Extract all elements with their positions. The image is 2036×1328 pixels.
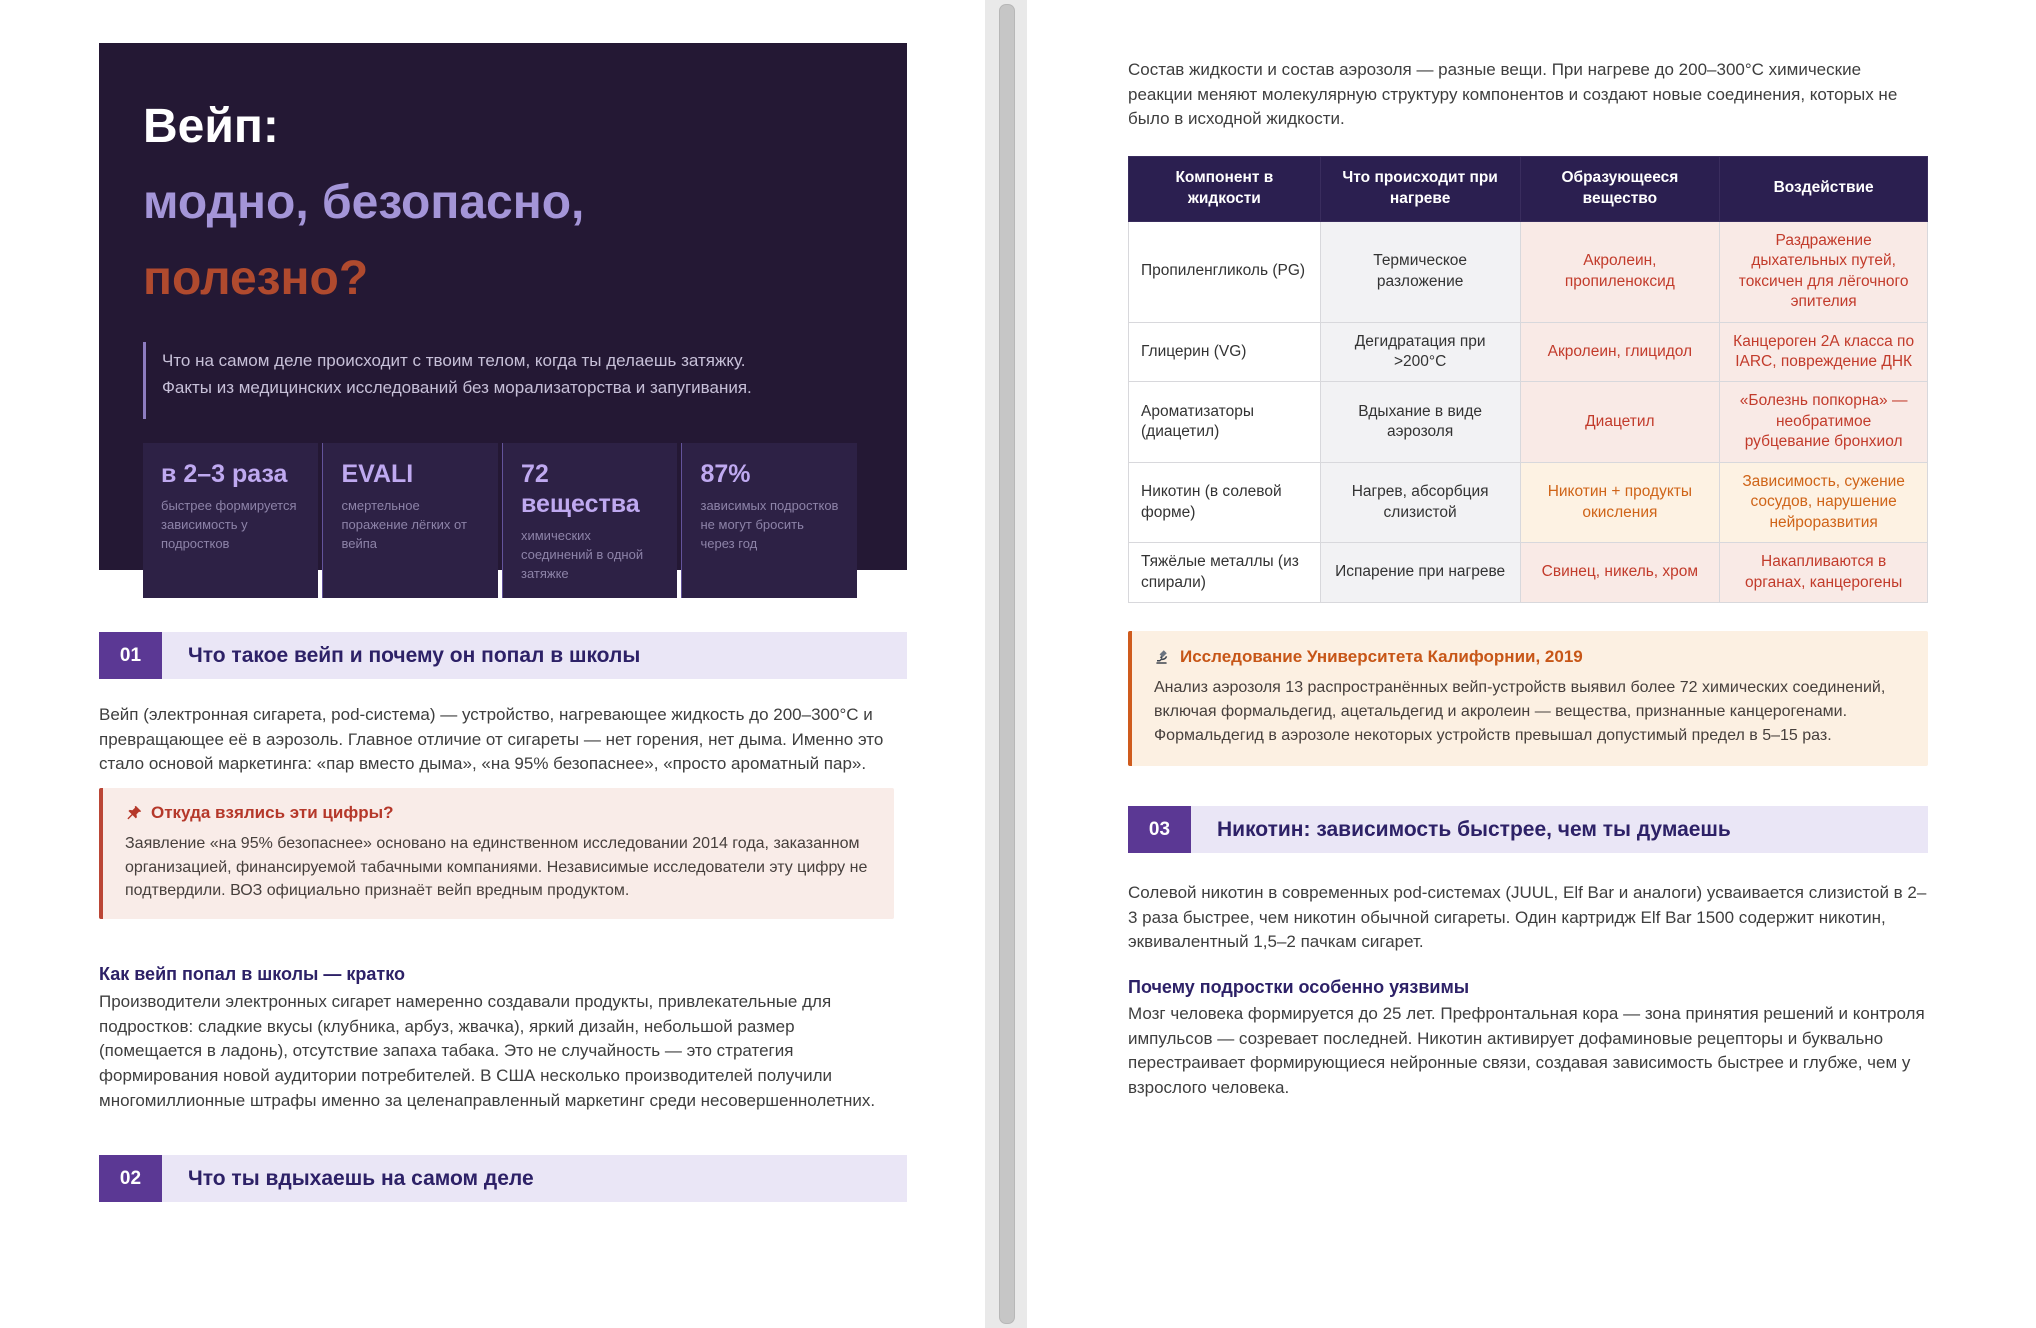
stat-box <box>502 443 678 598</box>
section-heading-03 <box>1128 806 1928 853</box>
table-cell: Термическое разложение <box>1320 221 1520 322</box>
stat-label: зависимых подростков не могут бросить через год <box>700 498 839 551</box>
chemistry-table <box>1128 156 1928 603</box>
table-cell: Вдыхание в виде аэрозоля <box>1320 382 1520 462</box>
hero-title-line-2: модно, безопасно, <box>143 175 585 229</box>
hero-title <box>143 89 857 316</box>
table-cell: Тяжёлые металлы (из спирали) <box>1129 543 1321 603</box>
section-heading-01 <box>99 632 907 679</box>
table-row <box>1129 221 1928 322</box>
table-header-cell: Компонент в жидкости <box>1129 156 1321 221</box>
table-cell: Свинец, никель, хром <box>1520 543 1720 603</box>
page-right <box>1027 0 2036 1328</box>
table-header-cell: Образующееся вещество <box>1520 156 1720 221</box>
stat-label: быстрее формируется зависимость у подростков <box>161 498 297 551</box>
section-heading-02 <box>99 1155 907 1202</box>
hero-stats-row <box>143 443 857 598</box>
section-number-badge: 01 <box>99 632 162 679</box>
subheading: Как вейп попал в школы — кратко <box>99 963 405 984</box>
paragraph: Солевой никотин в современных pod-системах (JUUL, Elf Bar и аналоги) усваивается слизистой в 2–3 раза быстрее, чем никотин обычной сигареты. Один картридж Elf Bar 1500 содержит никотин, эквивалентный 1,5–2 пачкам сигарет. <box>1128 883 1927 952</box>
subheading: Почему подростки особенно уязвимы <box>1128 977 1470 998</box>
table-header-cell: Воздействие <box>1720 156 1928 221</box>
hero-banner <box>99 43 907 581</box>
table-cell: Ароматизаторы (диацетил) <box>1129 382 1321 462</box>
table-cell: Дегидратация при >200°C <box>1320 322 1520 382</box>
research-title-row <box>1154 647 1906 667</box>
divider-handle[interactable] <box>999 4 1015 1324</box>
table-cell: Накапливаются в органах, канцерогены <box>1720 543 1928 603</box>
table-cell: Зависимость, сужение сосудов, нарушение нейроразвития <box>1720 462 1928 542</box>
paragraph: Вейп (электронная сигарета, pod-система) — устройство, нагревающее жидкость до 200–300°C и превращающее её в аэрозоль. Главное отличие от сигареты — нет горения, нет дыма. Именно это стало основой маркетинга: «пар вместо дыма», «на 95% безопаснее», «просто ароматный пар». <box>99 705 884 774</box>
table-cell: Раздражение дыхательных путей, токсичен для лёгочного эпителия <box>1720 221 1928 322</box>
stat-label: смертельное поражение лёгких от вейпа <box>341 498 467 551</box>
stat-value: 87% <box>700 460 751 489</box>
table-cell: Никотин (в солевой форме) <box>1129 462 1321 542</box>
section-number-badge: 02 <box>99 1155 162 1202</box>
stat-value: 72 вещества <box>520 460 640 519</box>
research-callout <box>1128 631 1928 766</box>
section-title: Никотин: зависимость быстрее, чем ты думаешь <box>1191 806 1928 853</box>
table-cell: «Болезнь попкорна» — необратимое рубцевание бронхиол <box>1720 382 1928 462</box>
microscope-icon <box>1154 648 1172 666</box>
research-title: Исследование Университета Калифорнии, 2019 <box>1180 647 1583 667</box>
hero-title-line-1: Вейп: <box>143 100 279 153</box>
hero-subtitle: Что на самом деле происходит с твоим телом, когда ты делаешь затяжку. Факты из медицинских исследований без морализаторства и запугивания. <box>143 342 762 419</box>
table-header-row <box>1129 156 1928 221</box>
stat-box <box>322 443 498 598</box>
paragraph: Мозг человека формируется до 25 лет. Префронтальная кора — зона принятия решений и контроля импульсов — созревает последней. Никотин активирует дофаминовые рецепторы и буквально перестраивает формирующиеся нейронные связи, создавая зависимость быстрее и глубже, чем у взрослого человека. <box>1128 1004 1925 1097</box>
table-cell: Канцероген 2А класса по IARC, повреждение ДНК <box>1720 322 1928 382</box>
stat-value: EVALI <box>341 460 414 489</box>
table-row <box>1129 322 1928 382</box>
section-number-badge: 03 <box>1128 806 1191 853</box>
table-cell: Пропиленгликоль (PG) <box>1129 221 1321 322</box>
table-header-cell: Что происходит при нагреве <box>1320 156 1520 221</box>
table-cell: Испарение при нагреве <box>1320 543 1520 603</box>
callout-title-row <box>125 803 872 823</box>
table-cell: Акролеин, глицидол <box>1520 322 1720 382</box>
paragraph: Состав жидкости и состав аэрозоля — разные вещи. При нагреве до 200–300°C химические реакции меняют молекулярную структуру компонентов и создают новые соединения, которых не было в исходной жидкости. <box>1128 60 1898 129</box>
callout-body: Заявление «на 95% безопаснее» основано на единственном исследовании 2014 года, заказанном организацией, финансируемой табачными компаниями. Независимые исследователи эту цифру не подтвердили. ВОЗ официально признаёт вейп вредным продуктом. <box>125 834 868 900</box>
page-left <box>0 0 985 1328</box>
section-title: Что такое вейп и почему он попал в школы <box>162 632 907 679</box>
table-row <box>1129 382 1928 462</box>
table-row <box>1129 543 1928 603</box>
callout-title: Откуда взялись эти цифры? <box>151 802 394 822</box>
pushpin-icon <box>125 804 143 822</box>
stat-box <box>681 443 857 598</box>
paragraph: Производители электронных сигарет намеренно создавали продукты, привлекательные для подростков: сладкие вкусы (клубника, арбуз, жвачка), яркий дизайн, небольшой размер (помещается в ладонь), отсутствие запаха табака. Это не случайность — это стратегия формирования новой аудитории потребителей. В США несколько производителей получили многомиллионные штрафы именно за целенаправленный маркетинг среди несовершеннолетних. <box>99 991 876 1110</box>
section-title: Что ты вдыхаешь на самом деле <box>162 1155 907 1202</box>
page-divider <box>985 0 1027 1328</box>
table-cell: Диацетил <box>1520 382 1720 462</box>
table-row <box>1129 462 1928 542</box>
stat-label: химических соединений в одной затяжке <box>520 528 644 581</box>
table-cell: Никотин + продукты окисления <box>1520 462 1720 542</box>
research-body: Анализ аэрозоля 13 распространённых вейп-устройств выявил более 72 химических соединений, включая формальдегид, ацетальдегид и акролеин — вещества, признанные канцерогенами. Формальдегид в аэрозоле некоторых устройств превышал допустимый предел в 5–15 раз. <box>1154 679 1886 745</box>
table-cell: Глицерин (VG) <box>1129 322 1321 382</box>
pin-callout <box>99 788 894 919</box>
stat-value: в 2–3 раза <box>161 460 288 489</box>
stat-box <box>143 443 318 598</box>
table-cell: Нагрев, абсорбция слизистой <box>1320 462 1520 542</box>
hero-title-line-3: полезно? <box>143 251 369 305</box>
table-cell: Акролеин, пропиленоксид <box>1520 221 1720 322</box>
